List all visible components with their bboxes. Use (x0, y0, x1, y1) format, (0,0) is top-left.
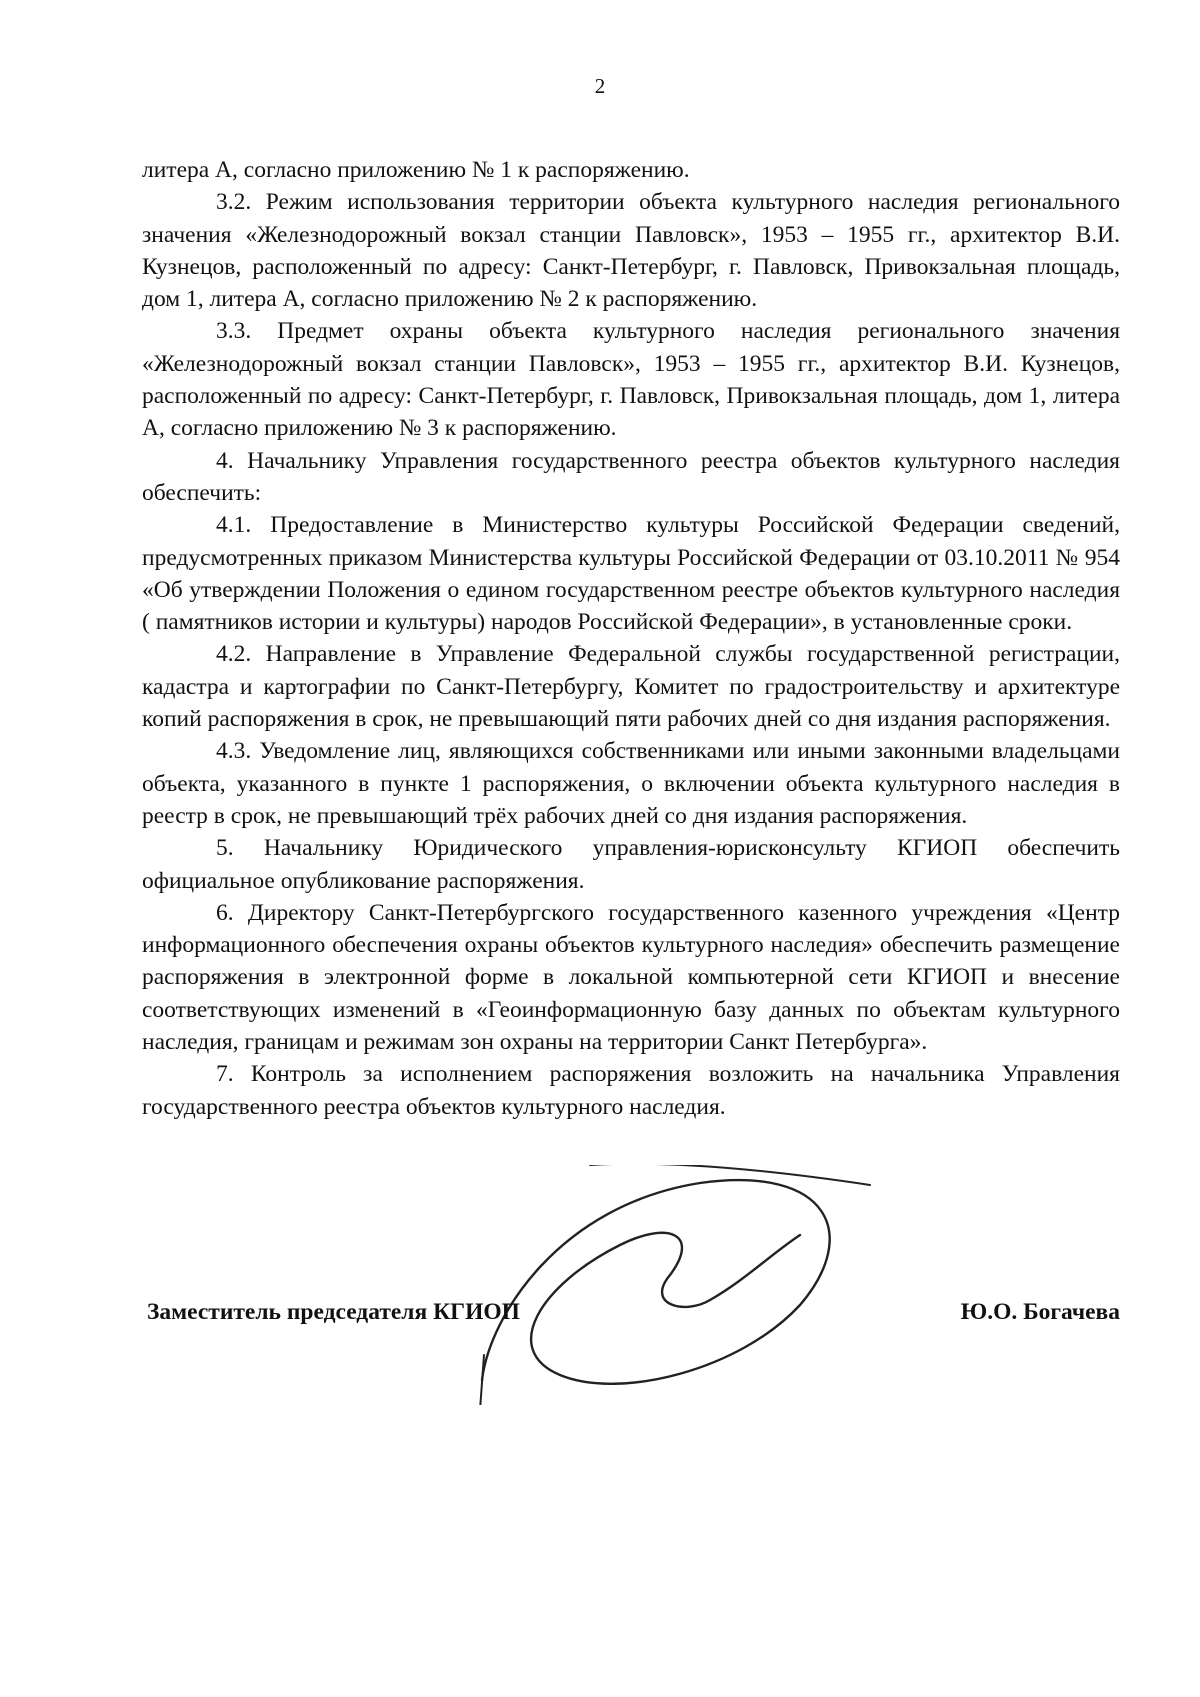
paragraph-4: 4. Начальнику Управления государственного реестра объектов культурного наследия обеспечить: (142, 447, 1120, 506)
signature-block (147, 1299, 1120, 1339)
paragraph-6: 6. Директору Санкт-Петербургского государственного казенного учреждения «Центр информационного обеспечения охраны объектов культурного наследия» обеспечить размещение распоряжения в электронной форме в локальной компьютерной сети КГИОП и внесение соответствующих изменений в «Геоинформационную базу данных по объектам культурного наследия, границам и режимам зон охраны на территории Санкт Петербурга». (142, 899, 1120, 1056)
signatory-name: Ю.О. Богачева (960, 1299, 1120, 1325)
signature-tail-stroke (590, 1165, 870, 1185)
signature-loop-stroke (482, 1180, 830, 1384)
paragraph-4-1: 4.1. Предоставление в Министерство культуры Российской Федерации сведений, предусмотренных приказом Министерства культуры Российской Федерации от 03.10.2011 № 954 «Об утверждении Положения о едином государственном реестре объектов культурного наследия ( памятников истории и культуры) народов Российской Федерации», в установленные сроки. (142, 512, 1120, 636)
paragraph-7: 7. Контроль за исполнением распоряжения возложить на начальника Управления государственного реестра объектов культурного наследия. (142, 1061, 1120, 1120)
signature-descender-stroke (480, 1355, 484, 1405)
paragraph-3-3: 3.3. Предмет охраны объекта культурного наследия регионального значения «Железнодорожный вокзал станции Павловск», 1953 – 1955 гг., архитектор В.И. Кузнецов, расположенный по адресу: Санкт-Петербург, г. Павловск, Привокзальная площадь, дом 1, литера А, согласно приложению № 3 к распоряжению. (142, 318, 1120, 442)
signatory-position: Заместитель председателя КГИОП (147, 1299, 520, 1325)
paragraph-5: 5. Начальнику Юридического управления-юрисконсульту КГИОП обеспечить официальное опубликование распоряжения. (142, 835, 1120, 894)
handwritten-signature (470, 1165, 890, 1405)
paragraph-4-2: 4.2. Направление в Управление Федеральной службы государственной регистрации, кадастра и картографии по Санкт-Петербургу, Комитет по градостроительству и архитектуре копий распоряжения в срок, не превышающий пяти рабочих дней со дня издания распоряжения. (142, 641, 1120, 733)
document-body (142, 154, 1120, 1123)
paragraph-3-2: 3.2. Режим использования территории объекта культурного наследия регионального значения «Железнодорожный вокзал станции Павловск», 1953 – 1955 гг., архитектор В.И. Кузнецов, расположенный по адресу: Санкт-Петербург, г. Павловск, Привокзальная площадь, дом 1, литера А, согласно приложению № 2 к распоряжению. (142, 189, 1120, 313)
paragraph-4-3: 4.3. Уведомление лиц, являющихся собственниками или иными законными владельцами объекта, указанного в пункте 1 распоряжения, о включении объекта культурного наследия в реестр в срок, не превышающий трёх рабочих дней со дня издания распоряжения. (142, 738, 1120, 829)
page-number: 2 (594, 74, 606, 98)
paragraph-continuation: литера А, согласно приложению № 1 к распоряжению. (142, 157, 690, 183)
